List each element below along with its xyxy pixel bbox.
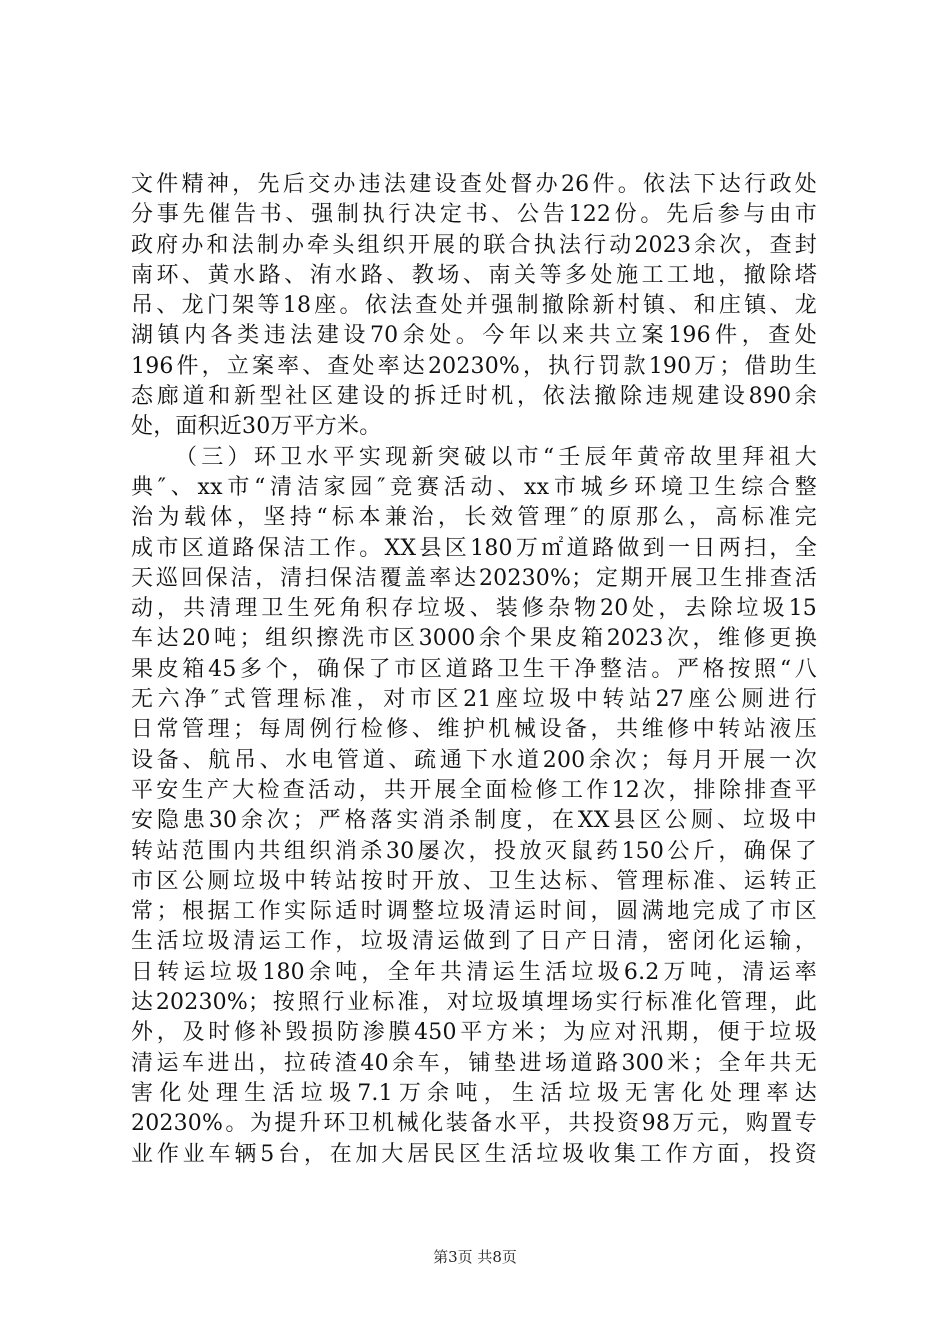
paragraph-first-line: （三）环卫水平实现新突破以市“壬辰年黄帝故里拜祖大	[175, 444, 817, 470]
text-line: 态廊道和新型社区建设的拆迁时机，依法撤除违规建设890余	[131, 384, 817, 410]
text-line: 20230%。为提升环卫机械化装备水平，共投资98万元，购置专	[131, 1111, 817, 1137]
text-line: 清运车进出，拉砖渣40余车，铺垫进场道路300米；全年共无	[131, 1050, 817, 1076]
text-line: 害化处理生活垃圾7.1万余吨，生活垃圾无害化处理率达	[131, 1080, 817, 1106]
text-line: 湖镇内各类违法建设70余处。今年以来共立案196件，查处	[131, 323, 817, 349]
text-line: 无六净″式管理标准，对市区21座垃圾中转站27座公厕进行	[131, 687, 817, 713]
body-text	[131, 170, 817, 1170]
text-line: 政府办和法制办牵头组织开展的联合执法行动2023余次，查封	[131, 232, 817, 258]
text-line: 生活垃圾清运工作，垃圾清运做到了日产日清，密闭化运输，	[131, 929, 817, 955]
text-line: 分事先催告书、强制执行决定书、公告122份。先后参与由市	[131, 202, 817, 228]
text-line: 市区公厕垃圾中转站按时开放、卫生达标、管理标准、运转正	[131, 868, 817, 894]
text-line: 治为载体，坚持“标本兼治，长效管理″的原那么，高标准完	[131, 505, 817, 531]
text-line: 业作业车辆5台，在加大居民区生活垃圾收集工作方面，投资	[131, 1141, 817, 1167]
text-line: 设备、航吊、水电管道、疏通下水道200余次；每月开展一次	[131, 747, 817, 773]
text-line: 达20230%；按照行业标准，对垃圾填埋场实行标准化管理，此	[131, 990, 817, 1016]
text-line: 日常管理；每周例行检修、维护机械设备，共维修中转站液压	[131, 717, 817, 743]
text-line: 动，共清理卫生死角积存垃圾、装修杂物20处，去除垃圾15	[131, 596, 817, 622]
text-line: 天巡回保洁，清扫保洁覆盖率达20230%；定期开展卫生排查活	[131, 565, 817, 591]
text-line: 果皮箱45多个，确保了市区道路卫生干净整洁。严格按照“八	[131, 656, 817, 682]
text-line: 典″、xx市“清洁家园″竞赛活动、xx市城乡环境卫生综合整	[131, 474, 817, 500]
text-line: 安隐患30余次；严格落实消杀制度，在XX县区公厕、垃圾中	[131, 808, 817, 834]
text-line: 车达20吨；组织擦洗市区3000余个果皮箱2023次，维修更换	[131, 626, 817, 652]
text-line: 成市区道路保洁工作。XX县区180万㎡道路做到一日两扫，全	[131, 535, 817, 561]
text-line: 常；根据工作实际适时调整垃圾清运时间，圆满地完成了市区	[131, 899, 817, 925]
text-line: 日转运垃圾180余吨，全年共清运生活垃圾6.2万吨，清运率	[131, 959, 817, 985]
text-line: 外，及时修补毁损防渗膜450平方米；为应对汛期，便于垃圾	[131, 1020, 817, 1046]
page-number-footer: 第3页 共8页	[433, 1248, 517, 1266]
text-line: 处，面积近30万平方米。	[131, 414, 382, 440]
text-line: 南环、黄水路、洧水路、教场、南关等多处施工工地，撤除塔	[131, 262, 817, 288]
text-line: 平安生产大检查活动，共开展全面检修工作12次，排除排查平	[131, 777, 817, 803]
text-line: 吊、龙门架等18座。依法查处并强制撤除新村镇、和庄镇、龙	[131, 293, 817, 319]
text-line: 文件精神，先后交办违法建设查处督办26件。依法下达行政处	[131, 172, 817, 197]
text-line: 转站范围内共组织消杀30屡次，投放灭鼠药150公斤，确保了	[131, 838, 817, 864]
text-line: 196件，立案率、查处率达20230%，执行罚款190万；借助生	[131, 353, 817, 379]
